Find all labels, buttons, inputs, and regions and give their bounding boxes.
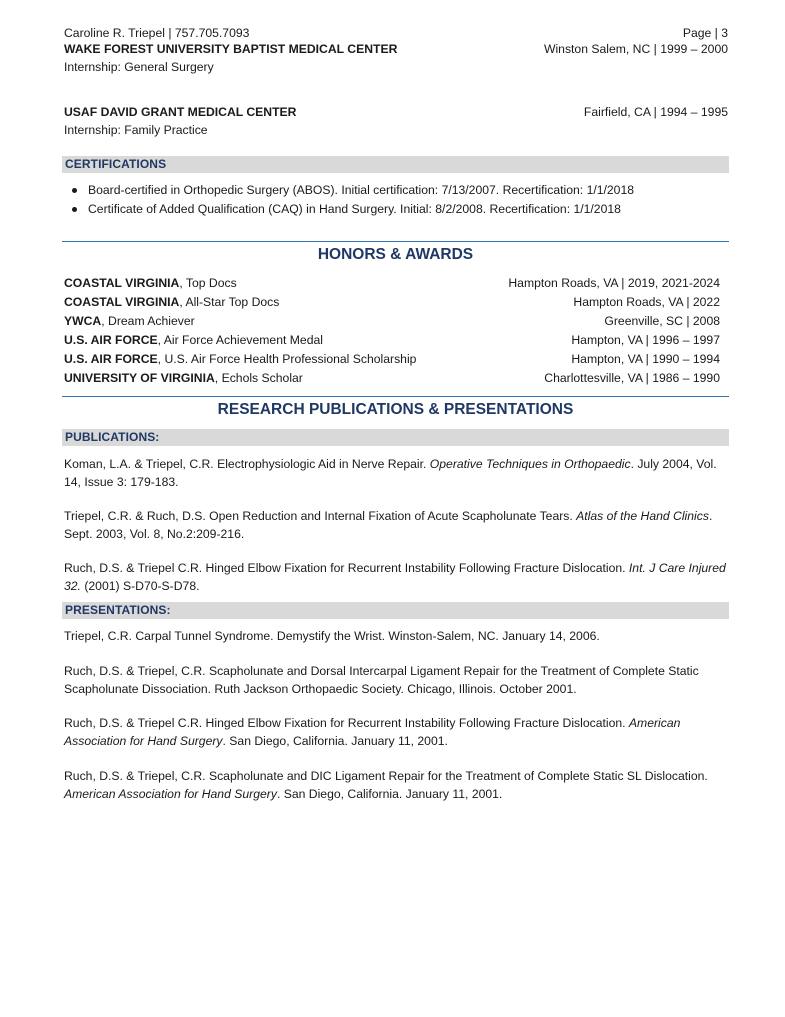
presentation-entry: Ruch, D.S. & Triepel, C.R. Scapholunate and Dorsal Intercarpal Ligament Repair for the Treatment of Complete Static Scapholunate Dissociation. Ruth Jackson Orthopaedic Society. Chicago, Illinois. October 2001. [64, 664, 699, 696]
award-row [64, 276, 720, 290]
award-org: COASTAL VIRGINIA [64, 276, 180, 290]
award-location-dates: Greenville, SC | 2008 [604, 314, 720, 328]
presentation-entry: Ruch, D.S. & Triepel C.R. Hinged Elbow Fixation for Recurrent Instability Following Fracture Dislocation. American Association for Hand Surgery. San Diego, California. January 11, 2001. [64, 716, 681, 748]
award-org: U.S. AIR FORCE [64, 352, 158, 366]
publication-entry: Koman, L.A. & Triepel, C.R. Electrophysiologic Aid in Nerve Repair. Operative Techniques in Orthopaedic. July 2004, Vol. 14, Issue 3: 179-183. [64, 457, 717, 489]
section-divider [62, 241, 729, 242]
award-org: YWCA [64, 314, 102, 328]
award-location-dates: Hampton, VA | 1990 – 1994 [571, 352, 720, 366]
list-item: Board-certified in Orthopedic Surgery (ABOS). Initial certification: 7/13/2007. Recertification: 1/1/2018 [72, 181, 634, 200]
award-name: , Air Force Achievement Medal [157, 333, 323, 347]
award-location-dates: Hampton Roads, VA | 2019, 2021-2024 [508, 276, 720, 290]
publication-entry: Ruch, D.S. & Triepel C.R. Hinged Elbow Fixation for Recurrent Instability Following Fracture Dislocation. Int. J Care Injured 32. (2001) S-D70-S-D78. [64, 561, 726, 593]
program: Internship: Family Practice [64, 123, 208, 137]
program: Internship: General Surgery [64, 60, 214, 74]
presentation-entry: Ruch, D.S. & Triepel, C.R. Scapholunate and DIC Ligament Repair for the Treatment of Complete Static SL Dislocation. American Association for Hand Surgery. San Diego, California. January 11, 2001. [64, 769, 708, 801]
award-row [64, 295, 720, 309]
education-entry [64, 42, 728, 56]
certifications-list [72, 181, 634, 219]
award-name: , U.S. Air Force Health Professional Scholarship [157, 352, 417, 366]
certifications-bar [62, 156, 729, 173]
location-dates: Fairfield, CA | 1994 – 1995 [583, 105, 728, 119]
award-location-dates: Charlottesville, VA | 1986 – 1990 [544, 371, 720, 385]
award-name: , Top Docs [179, 276, 237, 290]
presentation-entry: Triepel, C.R. Carpal Tunnel Syndrome. Demystify the Wrist. Winston-Salem, NC. January 14, 2006. [64, 629, 600, 643]
research-heading: RESEARCH PUBLICATIONS & PRESENTATIONS [217, 401, 574, 418]
award-name: , Dream Achiever [101, 314, 195, 328]
honors-heading: HONORS & AWARDS [317, 246, 474, 263]
section-divider [62, 396, 729, 397]
award-row [64, 333, 720, 347]
award-org: UNIVERSITY OF VIRGINIA [64, 371, 215, 385]
list-item: Certificate of Added Qualification (CAQ) in Hand Surgery. Initial: 8/2/2008. Recertification: 1/1/2018 [72, 200, 634, 219]
award-org: COASTAL VIRGINIA [64, 295, 180, 309]
award-name: , Echols Scholar [214, 371, 303, 385]
award-location-dates: Hampton Roads, VA | 2022 [573, 295, 720, 309]
publications-title: PUBLICATIONS: [65, 430, 160, 444]
award-row [64, 371, 720, 385]
award-location-dates: Hampton, VA | 1996 – 1997 [571, 333, 720, 347]
award-name: , All-Star Top Docs [179, 295, 280, 309]
institution: WAKE FOREST UNIVERSITY BAPTIST MEDICAL CENTER [64, 42, 398, 56]
page-header [64, 26, 728, 40]
award-row [64, 314, 720, 328]
award-org: U.S. AIR FORCE [64, 333, 158, 347]
institution: USAF DAVID GRANT MEDICAL CENTER [64, 105, 297, 119]
location-dates: Winston Salem, NC | 1999 – 2000 [543, 42, 728, 56]
certifications-title: CERTIFICATIONS [65, 157, 167, 171]
name-phone: Caroline R. Triepel | 757.705.7093 [64, 26, 250, 40]
award-row [64, 352, 720, 366]
education-entry [64, 105, 728, 119]
bullet-icon [72, 207, 77, 212]
publications-bar [62, 429, 729, 446]
presentations-bar [62, 602, 729, 619]
bullet-icon [72, 188, 77, 193]
page-number: Page | 3 [682, 26, 728, 40]
publication-entry: Triepel, C.R. & Ruch, D.S. Open Reduction and Internal Fixation of Acute Scapholunate Tears. Atlas of the Hand Clinics. Sept. 2003, Vol. 8, No.2:209-216. [64, 509, 713, 541]
presentations-title: PRESENTATIONS: [65, 603, 171, 617]
